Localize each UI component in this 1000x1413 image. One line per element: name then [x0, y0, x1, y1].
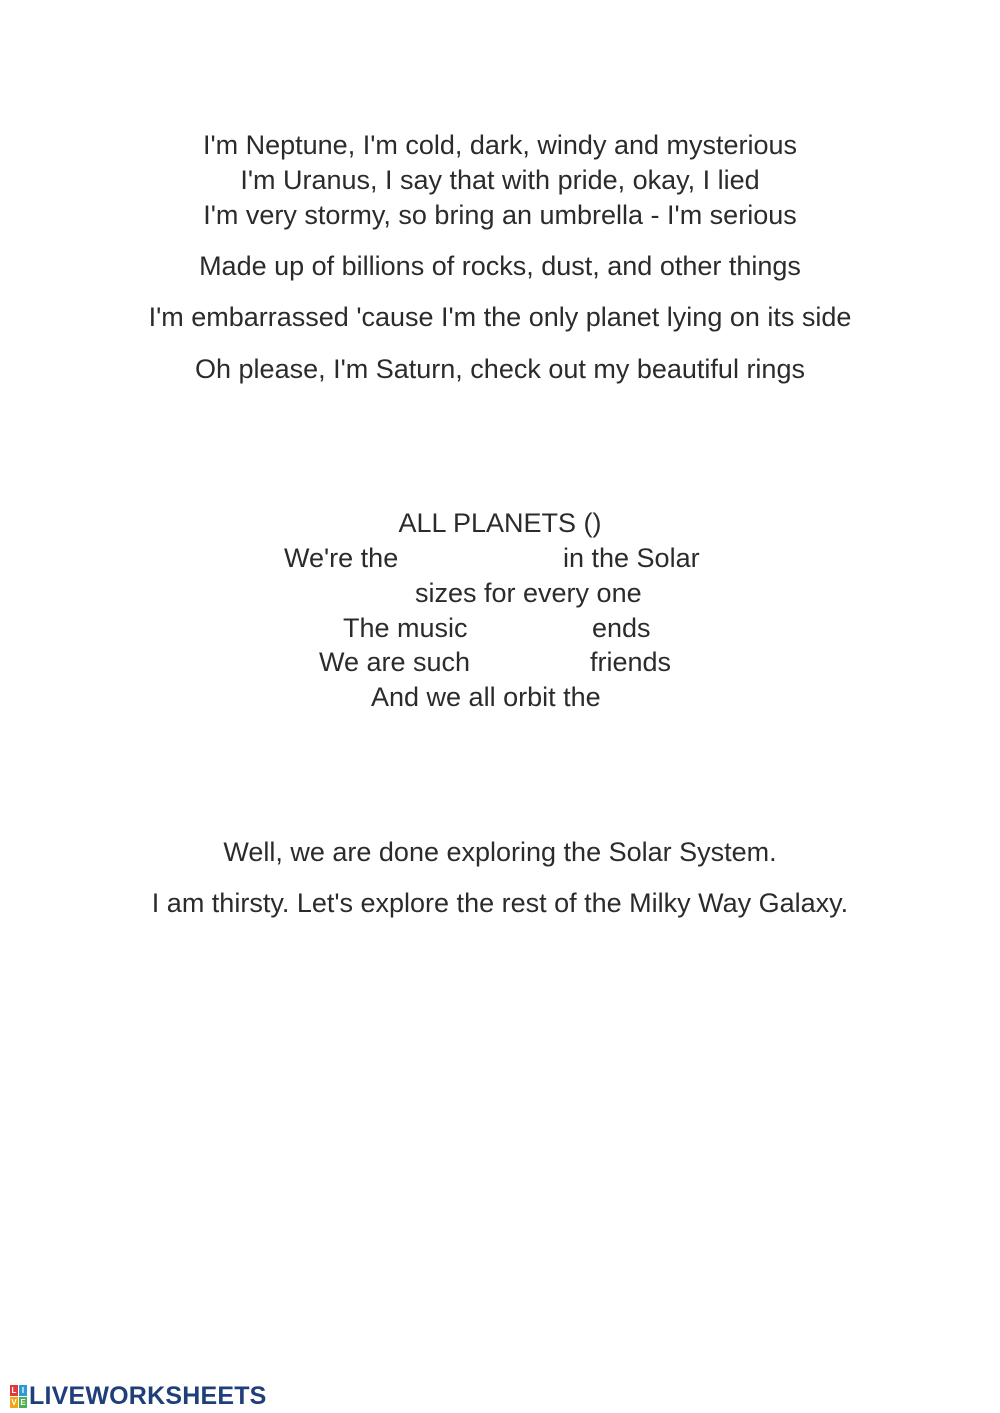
closing-line-thirsty: I am thirsty. Let's explore the rest of the Milky Way Galaxy. — [151, 888, 849, 918]
chorus-line2: sizes for every one — [415, 578, 642, 608]
logo-letter-e: E — [20, 1397, 26, 1407]
liveworksheets-logo — [10, 1380, 267, 1412]
closing-line-done: Well, we are done exploring the Solar System. — [223, 837, 777, 867]
logo-letter-i: I — [19, 1385, 27, 1396]
chorus-line1-start: We're the — [284, 543, 399, 573]
chorus-line4-start: We are such — [319, 647, 471, 677]
chorus-line3-end: ends — [592, 613, 651, 643]
logo-letter-v: V — [11, 1397, 17, 1407]
logo-letter-l: L — [11, 1385, 17, 1395]
chorus-line1-end: in the Solar — [563, 543, 700, 573]
verse-line-asteroids: Made up of billions of rocks, dust, and other things — [199, 251, 801, 281]
verse-line-uranus: I'm Uranus, I say that with pride, okay, I lied — [240, 165, 760, 195]
verse-line-neptune: I'm Neptune, I'm cold, dark, windy and mysterious — [202, 130, 798, 160]
chorus-heading: ALL PLANETS () — [398, 508, 602, 538]
verse-line-embarrassed: I'm embarrassed 'cause I'm the only planet lying on its side — [148, 302, 852, 332]
logo-grid-icon — [10, 1385, 27, 1408]
chorus-line4-end: friends — [590, 647, 672, 677]
chorus-line5: And we all orbit the — [371, 682, 601, 712]
logo-text: LIVEWORKSHEETS — [29, 1381, 267, 1410]
chorus-line3-start: The music — [343, 613, 468, 643]
verse-line-stormy: I'm very stormy, so bring an umbrella - I'm serious — [203, 200, 797, 230]
verse-line-saturn: Oh please, I'm Saturn, check out my beautiful rings — [195, 354, 805, 384]
